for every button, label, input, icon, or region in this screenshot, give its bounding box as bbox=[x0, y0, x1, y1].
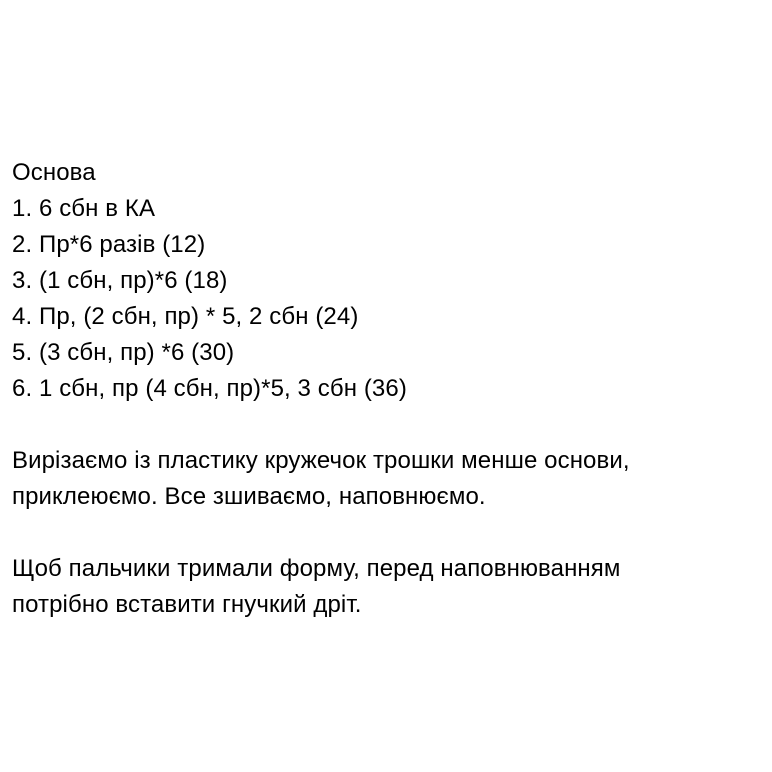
base-section bbox=[12, 155, 772, 407]
instruction-row-1: 1. 6 сбн в КА bbox=[12, 195, 156, 222]
paragraph-spacer bbox=[12, 407, 772, 443]
paragraph-1-line-1: Вирізаємо із пластику кружечок трошки менше основи, bbox=[12, 447, 630, 474]
paragraph-cut-and-glue bbox=[12, 443, 772, 515]
section-heading: Основа bbox=[12, 159, 96, 186]
instruction-row-5: 5. (3 сбн, пр) *6 (30) bbox=[12, 339, 235, 366]
paragraph-2-line-2: потрібно вставити гнучкий дріт. bbox=[12, 591, 362, 618]
note-text bbox=[12, 155, 772, 623]
instruction-row-6: 6. 1 сбн, пр (4 сбн, пр)*5, 3 сбн (36) bbox=[12, 375, 407, 402]
paragraph-wire-tip bbox=[12, 551, 772, 623]
instruction-row-4: 4. Пр, (2 сбн, пр) * 5, 2 сбн (24) bbox=[12, 303, 359, 330]
paragraph-spacer bbox=[12, 515, 772, 551]
paragraph-2-line-1: Щоб пальчики тримали форму, перед наповнюванням bbox=[12, 555, 621, 582]
paragraph-1-line-2: приклеюємо. Все зшиваємо, наповнюємо. bbox=[12, 483, 486, 510]
instruction-row-3: 3. (1 сбн, пр)*6 (18) bbox=[12, 267, 228, 294]
instruction-row-2: 2. Пр*6 разів (12) bbox=[12, 231, 206, 258]
